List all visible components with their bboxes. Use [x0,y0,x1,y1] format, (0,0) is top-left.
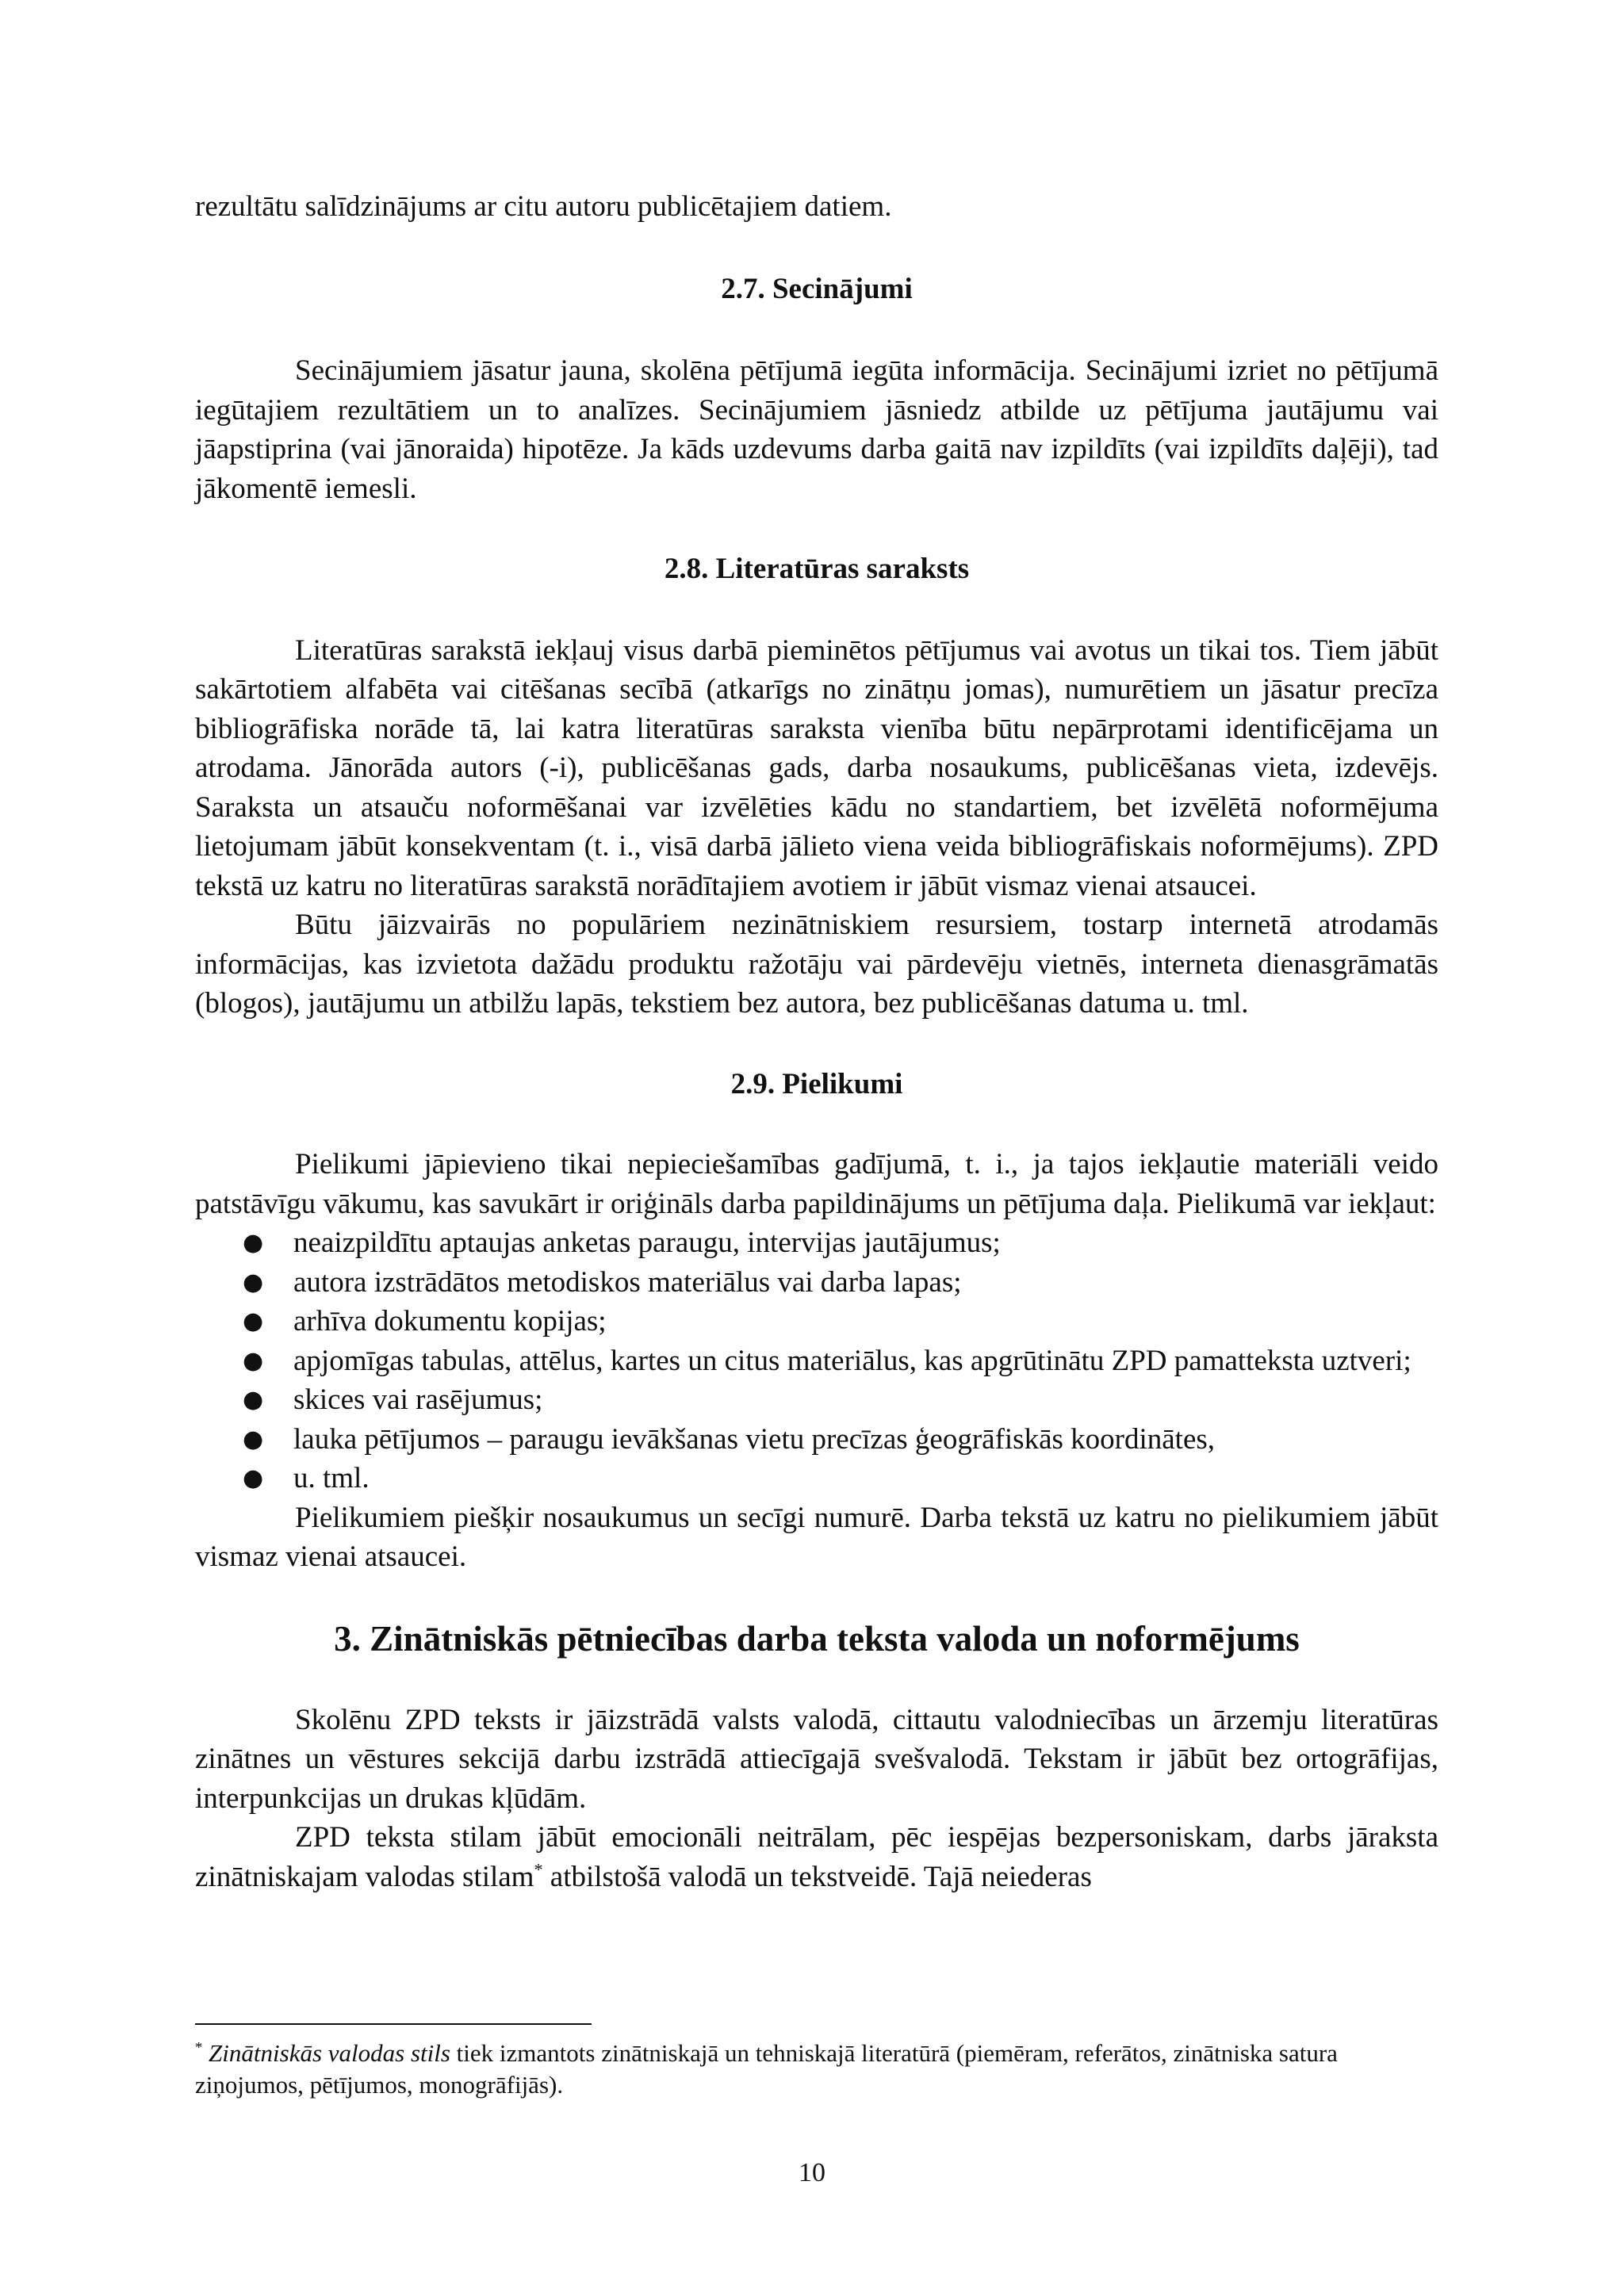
list-item-text: lauka pētījumos – paraugu ievākšanas vietu precīzas ģeogrāfiskās koordinātes, [293,1422,1216,1456]
heading-secinajumi: 2.7. Secinājumi [721,272,913,305]
footnote-mark: * [195,2039,203,2057]
bullet-icon: ● [243,1425,264,1453]
bullet-icon: ● [243,1229,264,1257]
valoda-paragraph-2-start: ZPD teksta stilam jābūt emocionāli neitrālam, pēc iespējas bezpersoniskam, darbs jāraksta zinātniskajam valodas stilam [195,1821,1438,1893]
list-item-text: arhīva dokumentu kopijas; [293,1305,607,1337]
valoda-paragraph-1: Skolēnu ZPD teksts ir jāizstrādā valsts valodā, cittautu valodniecības un ārzemju literatūras zinātnes un vēstures sekcijā darbu izstrādā attiecīgajā svešvalodā. Tekstam ir jābūt bez ortogrāfijas, interpunkcijas un drukas kļūdām. [195,1703,1438,1815]
bullet-icon: ● [243,1386,264,1414]
list-item [195,1420,1438,1460]
list-item [195,1223,1438,1263]
footnote-reference[interactable]: * [534,1859,543,1880]
chapter-heading: 3. Zinātniskās pētniecības darba teksta valoda un noformējums [334,1618,1300,1659]
heading-pielikumi: 2.9. Pielikumi [730,1067,903,1100]
footnote-separator [195,2023,592,2025]
valoda-paragraph-2-end: atbilstošā valodā un tekstveidē. Tajā neiederas [542,1860,1092,1893]
list-item [195,1459,1438,1498]
list-item [195,1341,1438,1381]
pielikumi-paragraph-2: Pielikumiem piešķir nosaukumus un secīgi numurē. Darba tekstā uz katru no pielikumiem jābūt vismaz vienai atsaucei. [195,1501,1438,1573]
footnote-term: Zinātniskās valodas stils [209,2039,450,2067]
bullet-icon: ● [243,1346,264,1375]
pielikumi-list [195,1223,1438,1498]
footnote [195,2038,1438,2101]
bullet-icon: ● [243,1268,264,1296]
intro-line: rezultātu salīdzinājums ar citu autoru publicētajiem datiem. [195,190,892,223]
literatura-paragraph-1: Literatūras sarakstā iekļauj visus darbā pieminētos pētījumus vai avotus un tikai tos. Tiem jābūt sakārtotiem alfabēta vai citēšanas secībā (atkarīgs no zinātņu jomas), numurētiem un jāsatur precīza bibliogrāfiska norāde tā, lai katra literatūras saraksta vienība būtu nepārprotami identificējama un atrodama. Jānorāda autors (-i), publicēšanas gads, darba nosaukums, publicēšanas vieta, izdevējs. Saraksta un atsauču noformēšanai var izvēlēties kādu no standartiem, bet izvēlētā noformējuma lietojumam jābūt konsekventam (t. i., visā darbā jālieto viena veida bibliogrāfiskais noformējums). ZPD tekstā uz katru no literatūras sarakstā norādītajiem avotiem ir jābūt vismaz vienai atsaucei. [195,633,1438,902]
bullet-icon: ● [243,1464,264,1492]
list-item [195,1380,1438,1420]
list-item-text: skices vai rasējumus; [293,1383,543,1416]
footnote-text: tiek izmantots zinātniskajā un tehniskajā literatūrā (piemēram, referātos, zinātniska satura ziņojumos, pētījumos, monogrāfijās). [195,2039,1338,2099]
document-page [195,187,1438,1896]
page-number: 10 [799,2158,825,2187]
list-item [195,1263,1438,1303]
list-item-text: neaizpildītu aptaujas anketas paraugu, intervijas jautājumus; [293,1226,1001,1259]
heading-literaturas-saraksts: 2.8. Literatūras saraksts [664,553,970,585]
bullet-icon: ● [243,1307,264,1335]
list-item-text: apjomīgas tabulas, attēlus, kartes un citus materiālus, kas apgrūtinātu ZPD pamatteksta uztveri; [293,1344,1411,1377]
list-item-text: autora izstrādātos metodiskos materiālus vai darba lapas; [293,1265,962,1299]
valoda-paragraph-2 [195,1818,1438,1896]
list-item-text: u. tml. [293,1462,370,1494]
list-item [195,1302,1438,1341]
secinajumi-paragraph: Secinājumiem jāsatur jauna, skolēna pētījumā iegūta informācija. Secinājumi izriet no pētījumā iegūtajiem rezultātiem un to analīzes. Secinājumiem jāsniedz atbilde uz pētījuma jautājumu vai jāapstiprina (vai jānoraida) hipotēze. Ja kāds uzdevums darba gaitā nav izpildīts (vai izpildīts daļēji), tad jākomentē iemesli. [195,354,1438,505]
pielikumi-paragraph-1: Pielikumi jāpievieno tikai nepieciešamības gadījumā, t. i., ja tajos iekļautie materiāli veido patstāvīgu vākumu, kas savukārt ir oriģināls darba papildinājums un pētījuma daļa. Pielikumā var iekļaut: [195,1148,1438,1220]
literatura-paragraph-2: Būtu jāizvairās no populāriem nezinātniskiem resursiem, tostarp internetā atrodamās informācijas, kas izvietota dažādu produktu ražotāju vai pārdevēju vietnēs, interneta dienasgrāmatās (blogos), jautājumu un atbilžu lapās, tekstiem bez autora, bez publicēšanas datuma u. tml. [195,909,1438,1020]
